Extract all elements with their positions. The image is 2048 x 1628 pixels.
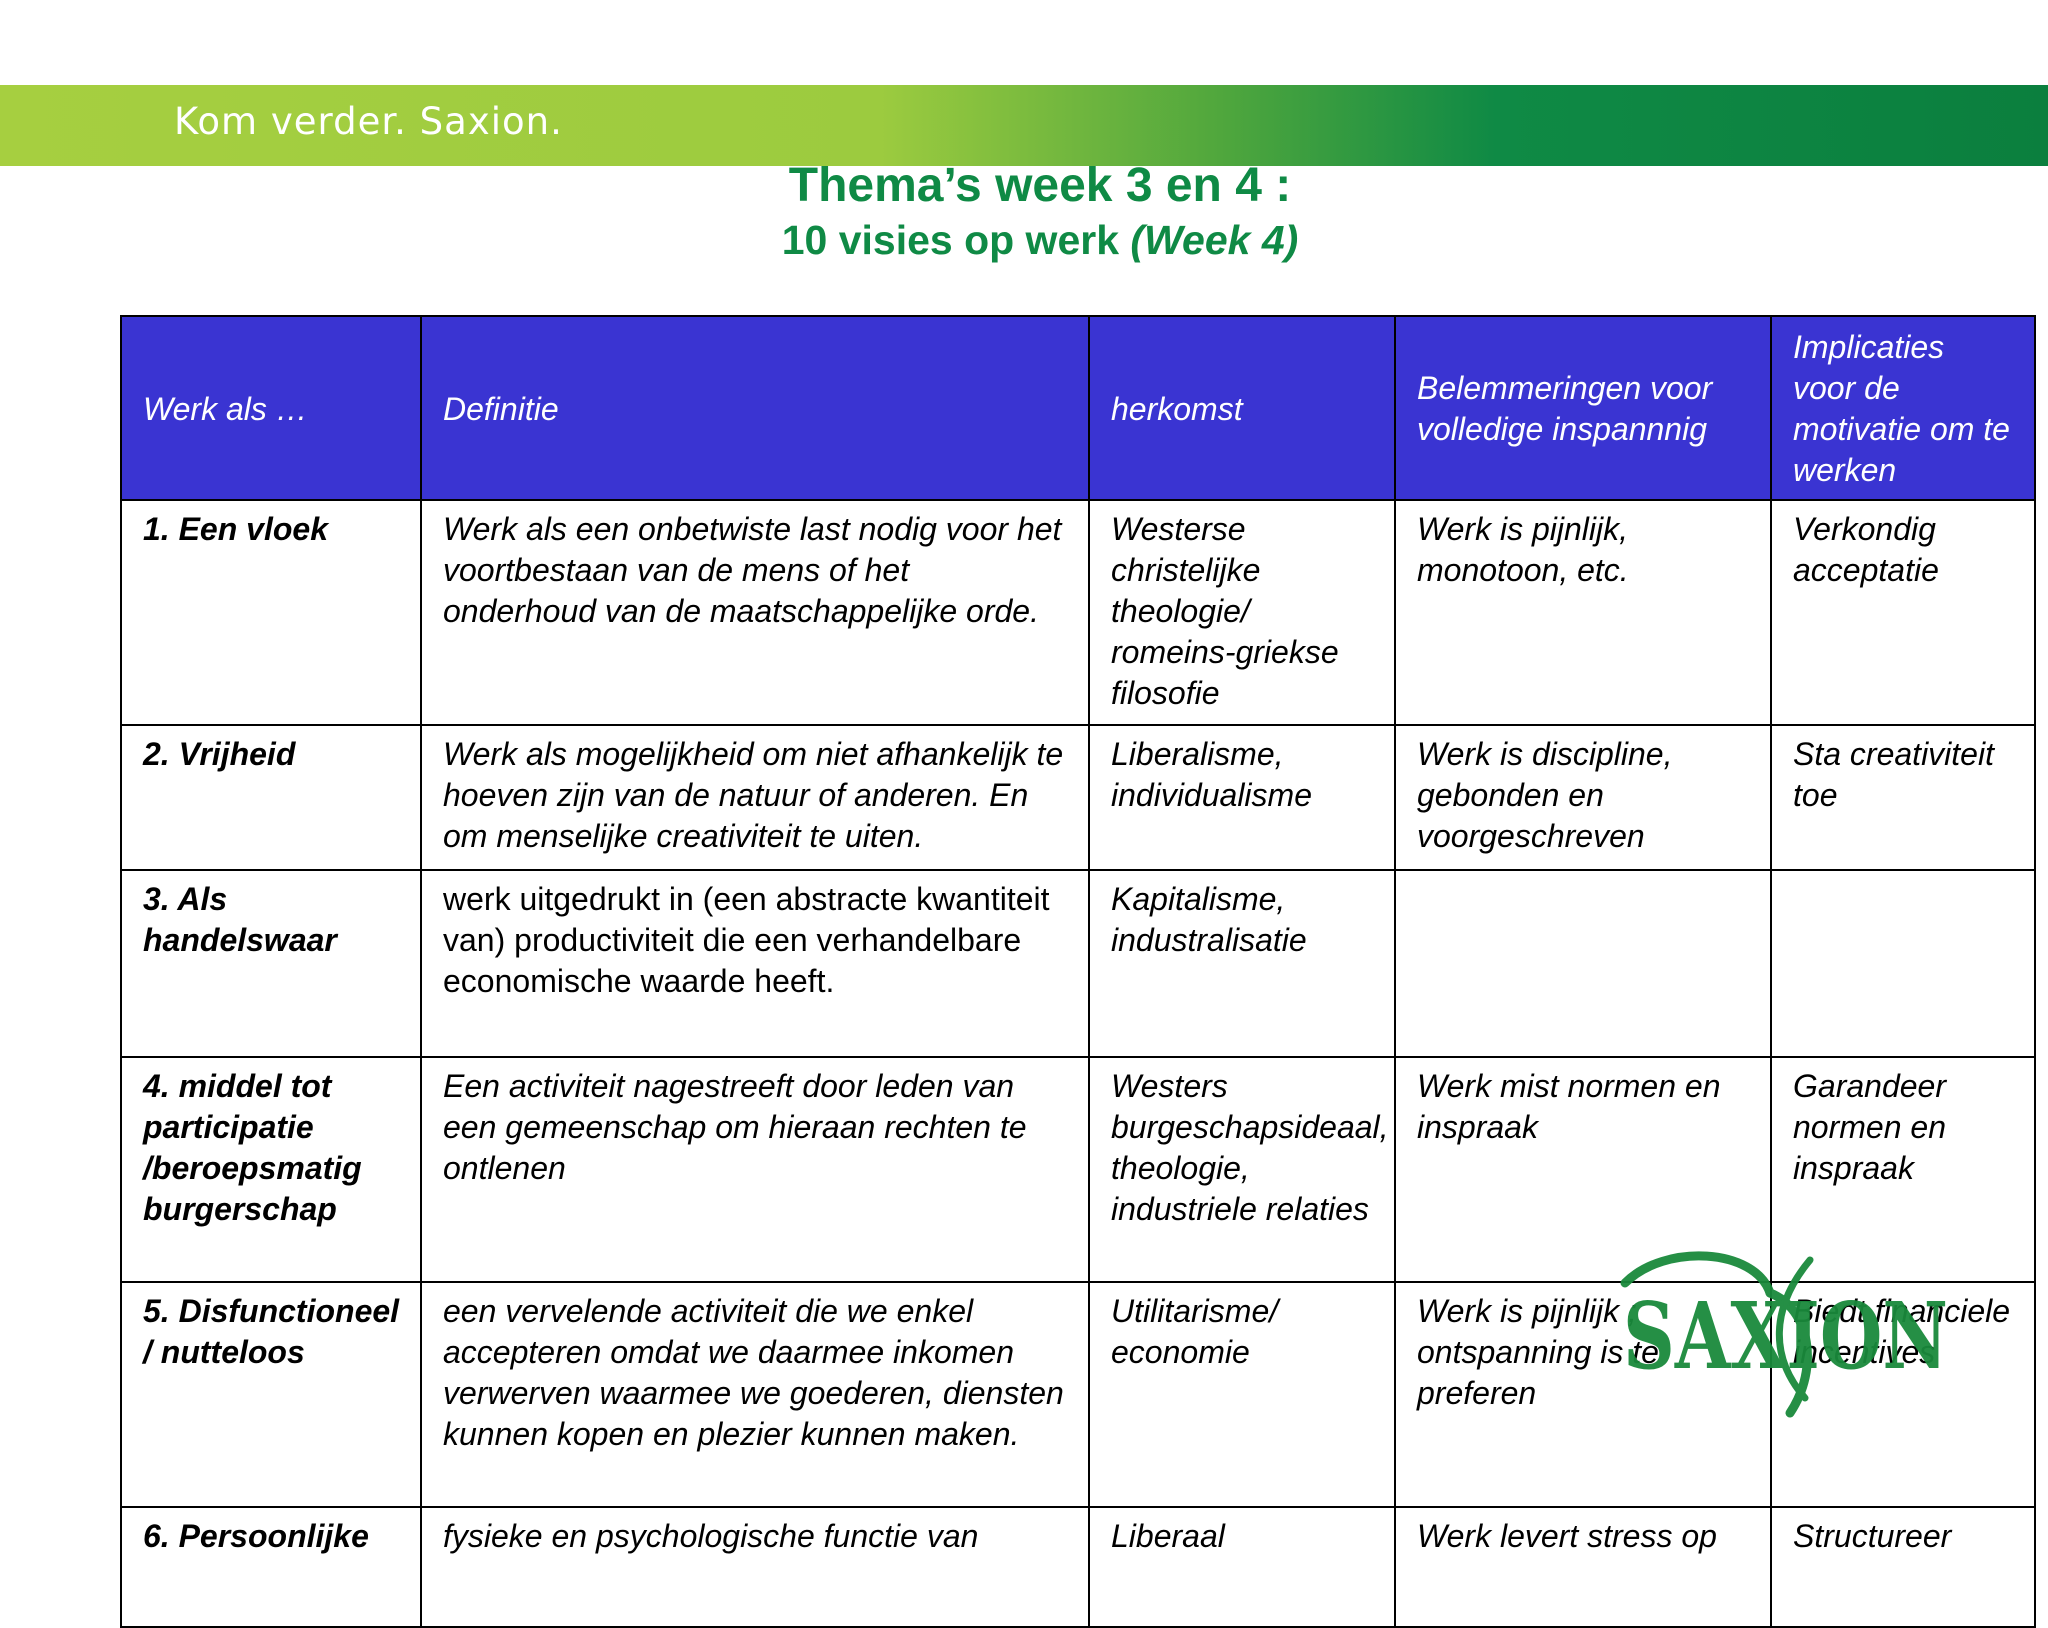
row-implications: Sta creativiteit toe: [1771, 725, 2035, 870]
row-origin: Liberaal: [1089, 1507, 1395, 1627]
row-category: 4. middel tot participatie /beroepsmatig burgerschap: [121, 1057, 421, 1282]
row-category: 3. Als handelswaar: [121, 870, 421, 1057]
row-obstacles: Werk is pijnlijk ; ontspanning is te preferen: [1395, 1282, 1771, 1507]
row-obstacles: [1395, 870, 1771, 1057]
row-category: 6. Persoonlijke: [121, 1507, 421, 1627]
slide-title: [0, 158, 2048, 266]
table-row: [121, 725, 2035, 870]
banner-tagline: Kom verder. Saxion.: [174, 100, 563, 143]
row-category: 5. Disfunctioneel / nutteloos: [121, 1282, 421, 1507]
saxion-logo-text: SAXION: [1623, 1282, 1948, 1390]
row-implications: Verkondig acceptatie: [1771, 500, 2035, 725]
visions-table: [120, 315, 2036, 1628]
row-implications: Structureer: [1771, 1507, 2035, 1627]
table-row: [121, 500, 2035, 725]
row-origin: Westers burgeschapsideaal, theologie, industriele relaties: [1089, 1057, 1395, 1282]
row-implications: Garandeer normen en inspraak: [1771, 1057, 2035, 1282]
header-definitie: Definitie: [421, 316, 1089, 500]
slide-title-line1: Thema’s week 3 en 4 :: [788, 159, 1292, 212]
row-category: 2. Vrijheid: [121, 725, 421, 870]
table-row: [121, 1282, 2035, 1507]
row-origin: Kapitalisme, industralisatie: [1089, 870, 1395, 1057]
table-row: [121, 870, 2035, 1057]
header-werk-als: Werk als …: [121, 316, 421, 500]
slide-title-line2: [0, 214, 2048, 266]
table-header-row: [121, 316, 2035, 500]
row-origin: Westerse christelijke theologie/ romeins-griekse filosofie: [1089, 500, 1395, 725]
row-definition: Werk als mogelijkheid om niet afhankelijk te hoeven zijn van de natuur of anderen. En om menselijke creativiteit te uiten.: [421, 725, 1089, 870]
row-implications: Biedt financiele incentives: [1771, 1282, 2035, 1507]
row-definition: werk uitgedrukt in (een abstracte kwantiteit van) productiviteit die een verhandelbare economische waarde heeft.: [421, 870, 1089, 1057]
row-obstacles: Werk levert stress op: [1395, 1507, 1771, 1627]
row-definition: fysieke en psychologische functie van: [421, 1507, 1089, 1627]
row-implications: [1771, 870, 2035, 1057]
header-belemmeringen: Belemmeringen voor volledige inspannnig: [1395, 316, 1771, 500]
row-definition: Werk als een onbetwiste last nodig voor het voortbestaan van de mens of het onderhoud van de maatschappelijke orde.: [421, 500, 1089, 725]
header-herkomst: herkomst: [1089, 316, 1395, 500]
row-origin: Utilitarisme/ economie: [1089, 1282, 1395, 1507]
row-origin: Liberalisme, individualisme: [1089, 725, 1395, 870]
row-definition: een vervelende activiteit die we enkel accepteren omdat we daarmee inkomen verwerven waarmee we goederen, diensten kunnen kopen en plezier kunnen maken.: [421, 1282, 1089, 1507]
row-definition: Een activiteit nagestreeft door leden van een gemeenschap om hieraan rechten te ontlenen: [421, 1057, 1089, 1282]
top-banner: [0, 85, 2048, 166]
slide-title-week: (Week 4): [1130, 217, 1299, 263]
slide-title-line2-main: 10 visies op werk: [781, 217, 1131, 263]
row-obstacles: Werk is pijnlijk, monotoon, etc.: [1395, 500, 1771, 725]
table-row: [121, 1507, 2035, 1627]
header-implicaties: Implicaties voor de motivatie om te werken: [1771, 316, 2035, 500]
table-row: [121, 1057, 2035, 1282]
row-category: 1. Een vloek: [121, 500, 421, 725]
row-obstacles: Werk is discipline, gebonden en voorgeschreven: [1395, 725, 1771, 870]
row-obstacles: Werk mist normen en inspraak: [1395, 1057, 1771, 1282]
